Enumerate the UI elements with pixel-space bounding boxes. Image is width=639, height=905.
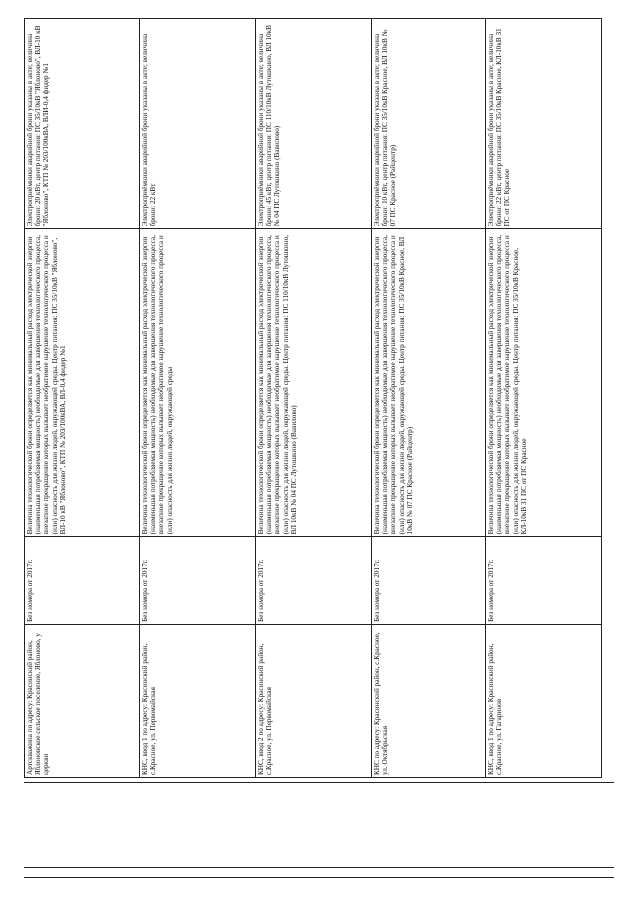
table-row — [486, 19, 602, 778]
object-address-cell: КНС, ввод 1 по адресу: Красинский район, с.Красное, ул. Первомайская — [140, 624, 256, 777]
tech-reserve-cell: Величина технологической брони определяется как минимальный расход электрической энергии (наименьшая потребляемая мощность) необходимые для завершения технологического процесса, внезапное прекращение которых вызывает необратимое нарушение технологического процесса и (или) опасность для жизни людей, окружающей среды — [140, 229, 256, 537]
emergency-reserve-cell: Электроприёмники аварийной брони указаны в акте; величина брони: 22 кВт — [140, 19, 256, 229]
emergency-reserve-cell: Электроприёмники аварийной брони указаны в акте; величина брони: 20 кВт, центр питания: ПС 35/10кВ "Яблоново", ВЛ-10 кВ "Яблоново", КТП № 203/100кВА, ВЛИ-0,4 фидер №1 — [25, 19, 140, 229]
document-cell: Без номера от 2017г. — [372, 537, 486, 625]
margin-rule-outer — [24, 877, 614, 878]
document-cell: Без номера от 2017г. — [486, 537, 602, 625]
tech-reserve-cell: Величина технологической брони определяется как минимальный расход электрической энергии (наименьшая потребляемая мощность) необходимые для завершения технологического процесса, внезапное прекращение которых вызывает необратимое нарушение технологического процесса и (или) опасность для жизни людей, окружающей среды. Центр питания: ПС 35/10кВ Красное, ВЛ 10кВ № 07 ПС Красное (Райцентр) — [372, 229, 486, 537]
emergency-reserve-cell: Электроприёмники аварийной брони указаны в акте; величина брони: 10 кВт, центр питания: ПС 35/10кВ Красное, ВЛ 10кВ № 07 ПС Красное (Райцентр) — [372, 19, 486, 229]
table-row — [256, 19, 372, 778]
emergency-reserve-cell: Электроприёмники аварийной брони указаны в акте; величина брони: 22 кВт, центр питания: ПС 35/10кВ Красное, КЛ-10кВ 31 ПС от ПС Красное — [486, 19, 602, 229]
tech-reserve-cell: Величина технологической брони определяется как минимальный расход электрической энергии (наименьшая потребляемая мощность) необходимые для завершения технологического процесса, внезапное прекращение которых вызывает необратимое нарушение технологического процесса и (или) опасность для жизни людей, окружающей среды. Центр питания: ПС 35/10кВ Красное, КЛ-10кВ 31 ПС от ПС Красное — [486, 229, 602, 537]
object-address-cell: КНС, ввод 2 по адресу: Красинский район, с.Красное, ул. Первомайская — [256, 624, 372, 777]
object-address-cell: КНС, ввод 1 по адресу: Красинский район, с.Красное, ул. Гагаринов — [486, 624, 602, 777]
emergency-reserve-cell: Электроприёмники аварийной брони указаны в акте; величина брони: 45 кВт, центр питания: ПС 110/10кВ Лутошкино, ВЛ 10кВ № 04 ПС Лутошкино (Вавилово) — [256, 19, 372, 229]
table-row — [25, 19, 140, 778]
table-left-rule — [24, 782, 614, 783]
tech-reserve-cell: Величина технологической брони определяется как минимальный расход электрической энергии (наименьшая потребляемая мощность) необходимые для завершения технологического процесса, внезапное прекращение которых вызывает необратимое нарушение технологического процесса и (или) опасность для жизни людей, окружающей среды. Центр питания: ПС 35/10кВ "Яблоново", ВЛ-10 кВ "Яблоново", КТП № 203/100кВА, ВЛ-0,4 фидер №1 — [25, 229, 140, 537]
document-cell: Без номера от 2017г. — [256, 537, 372, 625]
document-cell: Без номера от 2017г. — [140, 537, 256, 625]
table-row — [372, 19, 486, 778]
object-address-cell: КНС по адресу: Красинский район, с.Красное, ул. Октябрьская — [372, 624, 486, 777]
object-address-cell: Артскважина по адресу: Красинский район, Яблоновское сельское поселение, Яблоново, у церкви — [25, 624, 140, 777]
tech-reserve-cell: Величина технологической брони определяется как минимальный расход электрической энергии (наименьшая потребляемая мощность) необходимые для завершения технологического процесса, внезапное прекращение которых вызывает необратимое нарушение технологического процесса и (или) опасность для жизни людей, окружающей среды. Центр питания: ПС 110/10кВ Лутошкино, ВЛ 10кВ № 04 ПС Лутошкино (Вавилово) — [256, 229, 372, 537]
reserve-table — [24, 18, 602, 778]
table-row — [140, 19, 256, 778]
document-cell: Без номера от 2017г. — [25, 537, 140, 625]
margin-rule-inner — [24, 867, 614, 868]
